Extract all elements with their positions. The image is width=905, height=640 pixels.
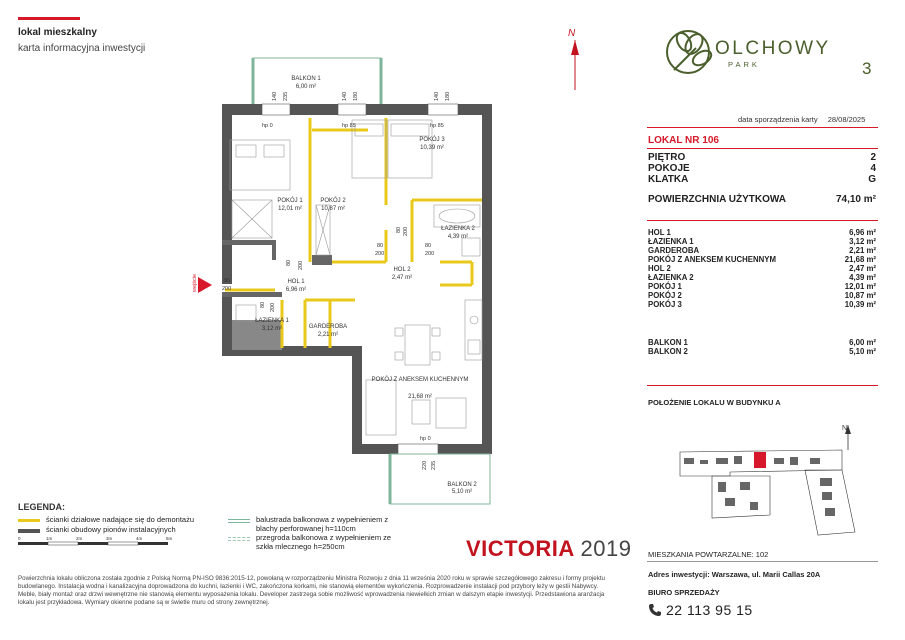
room-row <box>648 228 876 237</box>
divider <box>647 561 878 562</box>
dim-label: 80 <box>286 259 292 266</box>
room-area-pokoj-aneks: 21,68 m² <box>408 394 432 400</box>
room-row <box>648 264 876 273</box>
room-label-hol-2: HOL 2 <box>393 267 411 273</box>
room-area-hol-2: 2,47 m² <box>391 275 413 281</box>
dim-label: 200 <box>425 251 435 257</box>
scale-label: 3m <box>106 536 113 541</box>
date-row <box>738 115 865 124</box>
dim-label: hp 0 <box>262 123 273 129</box>
building-location-plan <box>670 420 880 540</box>
dim-label: 200 <box>298 260 304 270</box>
area-label: POWIERZCHNIA UŻYTKOWA <box>648 194 786 205</box>
legend-swatch <box>228 537 250 541</box>
room-label-lazienka-2: ŁAZIENKA 2 <box>441 226 475 232</box>
info-label: PIĘTRO <box>648 152 686 163</box>
balcony-value: 6,00 m² <box>849 338 876 347</box>
phone-number[interactable]: 22 113 95 15 <box>666 602 753 618</box>
room-label-pokoj-3: POKÓJ 3 <box>419 137 445 143</box>
date-label: data sporządzenia karty <box>738 115 818 124</box>
legend-item <box>228 515 398 533</box>
legend-item <box>18 515 218 524</box>
room-label: POKÓJ 1 <box>648 282 682 291</box>
room-area-pokoj-1: 12,01 m² <box>278 206 302 212</box>
info-value: 4 <box>870 163 876 174</box>
scale-label: 0 <box>18 536 21 541</box>
document-title: lokal mieszkalny <box>18 27 97 38</box>
dim-label: 200 <box>403 226 409 236</box>
lokal-number: LOKAL NR 106 <box>648 135 719 146</box>
dim-label: 200 <box>270 302 276 312</box>
room-label-pokoj-aneks: POKÓJ Z ANEKSEM KUCHENNYM <box>371 377 469 383</box>
balcony-1-name: BALKON 1 <box>291 76 321 82</box>
divider <box>647 385 878 386</box>
balcony-1-area: 6,00 m² <box>295 84 317 90</box>
room-row <box>648 237 876 246</box>
entrance-label: wejście <box>192 273 198 292</box>
info-row <box>648 152 876 163</box>
room-label-pokoj-1: POKÓJ 1 <box>277 198 303 204</box>
dim-label: 140 <box>342 91 348 101</box>
room-row <box>648 246 876 255</box>
dim-label: 80 <box>425 243 432 249</box>
developer-name: VICTORIA <box>466 536 574 561</box>
room-label-hol-1: HOL 1 <box>287 279 305 285</box>
legend-swatch <box>18 519 40 522</box>
balcony-value: 5,10 m² <box>849 347 876 356</box>
room-area-hol-1: 6,96 m² <box>285 287 307 293</box>
room-value: 2,21 m² <box>849 246 876 255</box>
room-area-pokoj-3: 10,39 m² <box>420 145 444 151</box>
date-value: 28/08/2025 <box>827 115 866 124</box>
room-value: 10,39 m² <box>844 300 876 309</box>
balcony-2 <box>390 454 490 504</box>
room-value: 3,12 m² <box>849 237 876 246</box>
divider <box>647 148 878 149</box>
building-north-label: N <box>842 425 848 432</box>
legend-text: balustrada balkonowa z wypełnieniem z blachy perforowanej h=110cm <box>256 515 389 533</box>
room-row <box>648 273 876 282</box>
area-row <box>648 194 876 205</box>
room-area-balkon-2: 5,10 m² <box>451 489 473 495</box>
dim-label: 200 <box>222 286 232 292</box>
dim-label: 220 <box>422 460 428 470</box>
legend-text: ścianki obudowy pionów instalacyjnych <box>46 525 176 534</box>
dim-label: 180 <box>445 91 451 101</box>
scale-label: 1m <box>46 536 53 541</box>
divider <box>647 220 878 221</box>
room-label: POKÓJ 2 <box>648 291 682 300</box>
outer-walls <box>222 104 492 454</box>
footer-note: Powierzchnia lokalu obliczona została zgodnie z Polską Normą PN-ISO 9836:2015-12, powołaną w rozporządzeniu Ministra Rozwoju z dnia 11 września 2020 roku w sprawie szczegółowego zakresu i formy projektu budowlanego. Instalacja wodna i kanalizacyjna doprowadzona do kuchni, łazienki i WC, zakończona korkami, nie stanowią elementów wykończenia. Rozprowadzenie instalacji pod przybory leży w gestii Nabywcy. Meble, biały montaż oraz drzwi wewnętrzne nie stanowią elementu wyposażenia lokalu. Developer zastrzega sobie możliwość wprowadzenia niewielkich zmian w dalszym etapie inwestycji. Przedstawiona aranżacja lokalu jest przykładowa. Wymiary okienne podane są w świetle muru od strony zewnętrznej. <box>18 575 605 606</box>
divider <box>647 127 878 128</box>
room-value: 2,47 m² <box>849 264 876 273</box>
room-label: POKÓJ Z ANEKSEM KUCHENNYM <box>648 255 776 264</box>
info-label: KLATKA <box>648 174 689 185</box>
room-area-pokoj-2: 10,87 m² <box>321 206 345 212</box>
room-label: ŁAZIENKA 2 <box>648 273 694 282</box>
legend-text: ścianki działowe nadające się do demontażu <box>46 515 195 524</box>
room-value: 21,68 m² <box>844 255 876 264</box>
developer-year: 2019 <box>580 536 632 561</box>
room-label: POKÓJ 3 <box>648 300 682 309</box>
legend-text: przegroda balkonowa z wypełnieniem ze szkła mlecznego h=250cm <box>256 533 392 551</box>
info-row <box>648 174 876 185</box>
room-row <box>648 291 876 300</box>
room-label-pokoj-2: POKÓJ 2 <box>320 198 346 204</box>
dim-label: 140 <box>272 91 278 101</box>
address: Adres inwestycji: Warszawa, ul. Marii Callas 20A <box>648 570 821 579</box>
balcony-label: BALKON 2 <box>648 347 688 356</box>
balcony-row <box>648 338 876 347</box>
room-value: 12,01 m² <box>844 282 876 291</box>
balcony-label: BALKON 1 <box>648 338 688 347</box>
scale-label: 4m <box>136 536 143 541</box>
info-row <box>648 163 876 174</box>
room-value: 10,87 m² <box>844 291 876 300</box>
repeat-label: MIESZKANIA POWTARZALNE: 102 <box>648 550 769 559</box>
legend-title: LEGENDA: <box>18 502 65 512</box>
room-label: HOL 1 <box>648 228 671 237</box>
room-label-balkon-2: BALKON 2 <box>447 482 477 488</box>
dim-label: 90 <box>224 278 231 284</box>
brand-number: 3 <box>862 59 872 78</box>
sales-label: BIURO SPRZEDAŻY <box>648 588 720 597</box>
developer-logo <box>466 536 631 562</box>
dim-label: 80 <box>377 243 384 249</box>
legend-item <box>228 533 398 551</box>
demountable-walls <box>225 118 482 348</box>
dim-label: 235 <box>431 460 437 470</box>
location-label: POŁOŻENIE LOKALU W BUDYNKU A <box>648 398 781 407</box>
dim-label: hp 0 <box>420 436 431 442</box>
unit-marker <box>754 452 766 468</box>
room-label-lazienka-1: ŁAZIENKA 1 <box>255 318 289 324</box>
dim-label: 180 <box>353 91 359 101</box>
dim-label: 80 <box>396 226 402 233</box>
room-label-garderoba: GARDEROBA <box>308 324 348 330</box>
scale-label: 2m <box>76 536 83 541</box>
room-row <box>648 255 876 264</box>
info-label: POKOJE <box>648 163 690 174</box>
dim-label: hp 85 <box>430 123 444 129</box>
room-value: 4,39 m² <box>849 273 876 282</box>
brand-park: PARK <box>728 60 760 69</box>
document-subtitle: karta informacyjna inwestycji <box>18 43 146 54</box>
room-value: 6,96 m² <box>849 228 876 237</box>
north-arrow-icon <box>568 28 579 90</box>
legend <box>18 502 418 516</box>
room-label: ŁAZIENKA 1 <box>648 237 694 246</box>
room-row <box>648 282 876 291</box>
info-value: G <box>868 174 876 185</box>
legend-swatch <box>18 529 40 533</box>
legend-swatch <box>228 519 250 523</box>
phone-icon <box>648 603 662 617</box>
dim-label: 80 <box>260 301 266 308</box>
interior-walls <box>222 240 332 350</box>
dim-label: 235 <box>283 91 289 101</box>
brand-name: OLCHOWY <box>715 38 831 59</box>
area-value: 74,10 m² <box>835 194 876 205</box>
dim-label: hp 85 <box>342 123 356 129</box>
info-value: 2 <box>870 152 876 163</box>
scale-label: 5m <box>166 536 173 541</box>
entrance-arrow-icon <box>198 277 212 293</box>
room-area-lazienka-2: 4,39 m² <box>447 234 469 240</box>
room-row <box>648 300 876 309</box>
dim-label: 200 <box>375 251 385 257</box>
scale-bar <box>18 536 188 550</box>
north-label: N <box>568 28 576 39</box>
room-area-lazienka-1: 3,12 m² <box>261 326 283 332</box>
room-area-garderoba: 2,21 m² <box>317 332 339 338</box>
room-label: GARDEROBA <box>648 246 700 255</box>
room-label: HOL 2 <box>648 264 671 273</box>
olchowy-leaf-logo-icon <box>664 22 716 80</box>
north-arrow-small-icon <box>842 425 851 450</box>
dim-label: 140 <box>434 91 440 101</box>
legend-item <box>18 525 218 534</box>
balcony-row <box>648 347 876 356</box>
